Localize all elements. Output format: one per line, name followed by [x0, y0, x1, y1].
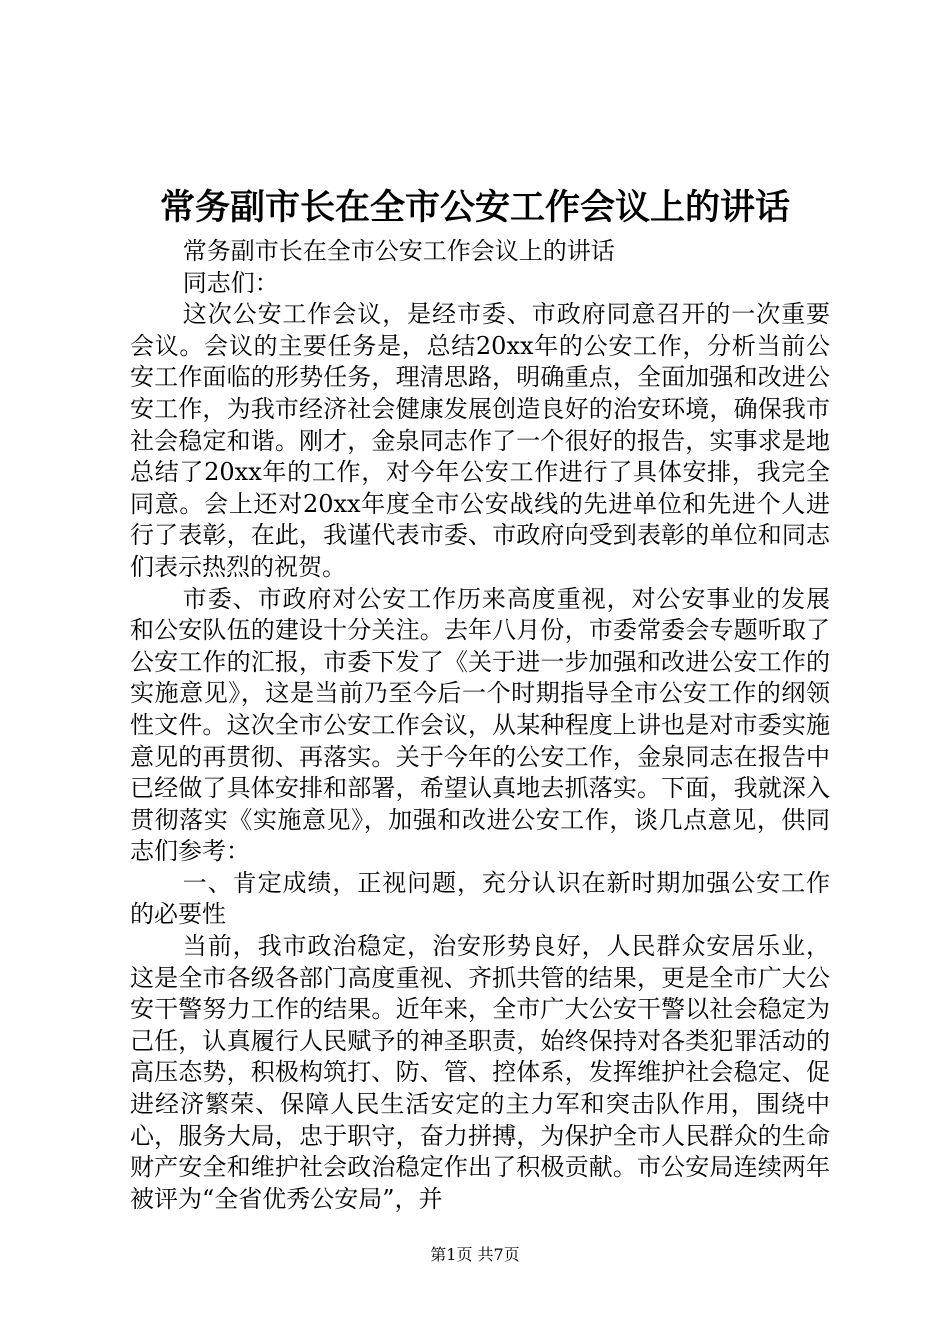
paragraph-opening: 这次公安工作会议，是经市委、市政府同意召开的一次重要会议。会议的主要任务是，总结20xx年的公安工作，分析当前公安工作面临的形势任务，理清思路，明确重点，全面加强和改进公安工作，为我市经济社会健康发展创造良好的治安环境，确保我市社会稳定和谐。刚才，金泉同志作了一个很好的报告，实事求是地总结了20xx年的工作，对今年公安工作进行了具体安排，我完全同意。会上还对20xx年度全市公安战线的先进单位和先进个人进行了表彰，在此，我谨代表市委、市政府向受到表彰的单位和同志们表示热烈的祝贺。 — [130, 300, 830, 581]
paragraph-attention: 市委、市政府对公安工作历来高度重视，对公安事业的发展和公安队伍的建设十分关注。去年八月份，市委常委会专题听取了公安工作的汇报，市委下发了《关于进一步加强和改进公安工作的实施意见》，这是当前乃至今后一个时期指导全市公安工作的纲领性文件。这次全市公安工作会议，从某种程度上讲也是对市委实施意见的再贯彻、再落实。关于今年的公安工作，金泉同志在报告中已经做了具体安排和部署，希望认真地去抓落实。下面，我就深入贯彻落实《实施意见》，加强和改进公安工作，谈几点意见，供同志们参考： — [130, 584, 830, 866]
paragraph-achievements: 当前，我市政治稳定，治安形势良好，人民群众安居乐业，这是全市各级各部门高度重视、齐抓共管的结果，更是全市广大公安干警努力工作的结果。近年来，全市广大公安干警以社会稳定为己任，认真履行人民赋予的神圣职责，始终保持对各类犯罪活动的高压态势，积极构筑打、防、管、控体系，发挥维护社会稳定、促进经济繁荣、保障人民生活安定的主力军和突击队作用，围绕中心，服务大局，忠于职守，奋力拼搏，为保护全市人民群众的生命财产安全和维护社会政治稳定作出了积极贡献。市公安局连续两年被评为“全省优秀公安局”，并 — [130, 932, 830, 1213]
page-number-footer: 第1页 共7页 — [430, 1245, 520, 1264]
document-title: 常务副市长在全市公安工作会议上的讲话 — [159, 187, 790, 228]
paragraph-subtitle: 常务副市长在全市公安工作会议上的讲话 — [182, 237, 615, 265]
section-heading-1: 一、肯定成绩，正视问题，充分认识在新时期加强公安工作的必要性 — [130, 868, 830, 929]
paragraph-salutation: 同志们： — [182, 268, 279, 297]
document-body — [130, 236, 830, 1215]
